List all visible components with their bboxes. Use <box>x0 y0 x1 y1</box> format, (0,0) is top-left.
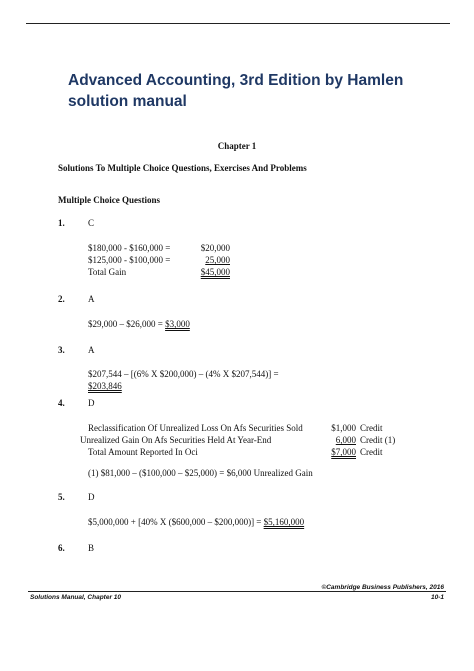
oci-row-label: Unrealized Gain On Afs Securities Held At Year-End <box>80 435 272 445</box>
oci-row-note: Credit <box>360 423 383 433</box>
footer-rule <box>28 591 446 592</box>
calc-result: $203,846 <box>88 381 122 391</box>
answer-letter: D <box>88 398 95 408</box>
calc-label: $125,000 - $100,000 = <box>88 255 171 265</box>
answer-letter: B <box>88 543 95 553</box>
section-heading: Multiple Choice Questions <box>58 195 161 205</box>
oci-row-note: Credit (1) <box>360 435 396 445</box>
calc-expression: $29,000 – $26,000 = <box>88 319 166 329</box>
calc-value: 25,000 <box>205 255 230 265</box>
calc-value: $20,000 <box>200 243 230 253</box>
calc-total-value: $45,000 <box>200 267 230 277</box>
calc-result: $5,160,000 <box>263 517 305 527</box>
oci-total-label: Total Amount Reported In Oci <box>88 447 198 457</box>
question-number: 1. <box>58 218 65 228</box>
oci-row-amount: $1,000 <box>331 423 356 433</box>
subtitle: Solutions To Multiple Choice Questions, Exercises And Problems <box>58 163 307 173</box>
footer-page-number: 10-1 <box>430 594 444 601</box>
oci-row-amount: 6,000 <box>335 435 356 445</box>
oci-total-note: Credit <box>360 447 383 457</box>
answer-letter: D <box>88 492 95 502</box>
chapter-heading: Chapter 1 <box>217 141 257 151</box>
answer-letter: A <box>88 345 95 355</box>
oci-total-amount: $7,000 <box>331 447 356 457</box>
question-number: 4. <box>58 398 65 408</box>
answer-letter: A <box>88 294 95 304</box>
footer-left: Solutions Manual, Chapter 10 <box>30 594 122 601</box>
calc-total-label: Total Gain <box>88 267 127 277</box>
oci-row-label: Reclassification Of Unrealized Loss On Afs Securities Sold <box>88 423 303 433</box>
footnote: (1) $81,000 – ($100,000 – $25,000) = $6,000 Unrealized Gain <box>88 468 313 478</box>
calc-expression: $5,000,000 + [40% X ($600,000 – $200,000)] = <box>88 517 264 527</box>
answer-letter: C <box>88 218 95 228</box>
calc-line <box>88 517 304 527</box>
top-rule <box>26 23 450 24</box>
calc-result: $3,000 <box>165 319 190 329</box>
question-number: 2. <box>58 294 65 304</box>
document-title: Advanced Accounting, 3rd Edition by Hamlen solution manual <box>68 72 404 110</box>
question-number: 3. <box>58 345 65 355</box>
calc-expression: $207,544 – [(6% X $200,000) – (4% X $207,544)] = <box>88 369 279 379</box>
calc-line <box>88 319 190 329</box>
copyright: ©Cambridge Business Publishers, 2016 <box>321 584 444 591</box>
question-number: 5. <box>58 492 65 502</box>
calc-label: $180,000 - $160,000 = <box>88 243 171 253</box>
question-number: 6. <box>58 543 65 553</box>
